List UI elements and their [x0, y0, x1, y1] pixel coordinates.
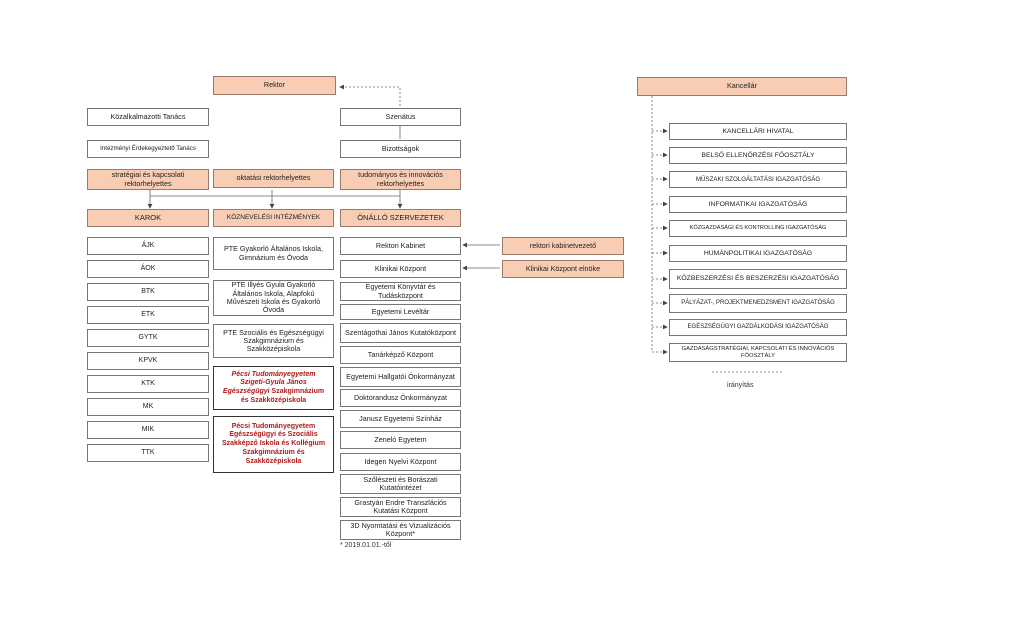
kancellar-unit-label: BELSŐ ELLENŐRZÉSI FŐOSZTÁLY: [701, 151, 815, 159]
onallo-label: Grastyán Endre Transzlációs Kutatási Központ: [354, 497, 447, 515]
onallo-item: [340, 367, 461, 387]
onallo-label: Tanárképző Központ: [367, 349, 434, 359]
kar-item: [87, 329, 209, 347]
onallo-label: Zeneló Egyetem: [374, 434, 427, 444]
kancellar-unit-label: KÖZGAZDASÁGI ÉS KONTROLLING IGAZGATÓSÁG: [689, 225, 827, 232]
koznevelesi-header-label: KÖZNEVELÉSI INTÉZMÉNYEK: [226, 214, 321, 222]
strategiai-label: stratégiai és kapcsolati rektorhelyettes: [111, 170, 185, 188]
legend-label: irányítás: [727, 382, 754, 389]
klinikai-elnok-label: Klinikai Központ elnöke: [525, 263, 601, 273]
kancellar-unit: [669, 147, 847, 164]
kar-item: [87, 375, 209, 393]
kar-label: ÁOK: [140, 264, 156, 272]
onallo-item: [340, 389, 461, 407]
onallo-item: [340, 497, 461, 517]
red-school-1: [213, 366, 334, 410]
kar-item: [87, 444, 209, 462]
kancellar-unit: [669, 123, 847, 140]
kancellar-unit-label: HUMÁNPOLITIKAI IGAZGATÓSÁG: [703, 249, 813, 257]
red-school-2-label: Pécsi Tudományegyetem Egészségügyi és Szociális Szakképző Iskola és Kollégium Szakgimnázium és Szakközépiskola: [221, 422, 326, 465]
kancellar-unit: [669, 269, 847, 289]
kancellar-unit: [669, 294, 847, 313]
klinikai-elnok-box: [502, 260, 624, 278]
rektor-box: [213, 76, 336, 95]
koznevelesi-header: [213, 209, 334, 227]
intezmenyi-tanacs: [87, 140, 209, 158]
red-school-2: [213, 416, 334, 473]
onallo-item: [340, 323, 461, 343]
kancellar-unit-label: MŰSZAKI SZOLGÁLTATÁSI IGAZGATÓSÁG: [695, 175, 821, 183]
red-school-1-line: Szigeti-Gyula János: [240, 379, 307, 387]
onallo-label: Rektori Kabinet: [375, 240, 426, 250]
red-school-1-italic: Egészségügyi: [222, 388, 270, 395]
onallo-label: Egyetemi Levéltár: [371, 306, 430, 316]
bizottsagok-label: Bizottságok: [381, 143, 420, 153]
tudomanyos-rektorhelyettes: [340, 169, 461, 190]
kar-item: [87, 421, 209, 439]
onallo-item: [340, 453, 461, 471]
kancellar-label: Kancellár: [727, 81, 757, 91]
tudomanyos-label: tudományos és innovációs rektorhelyettes: [358, 170, 443, 188]
oktatasi-label: oktatási rektorhelyettes: [236, 173, 311, 183]
intezmenyi-label: Intézményi Érdekegyeztető Tanács: [100, 145, 196, 153]
onallo-label: Egyetemi Hallgatói Önkormányzat: [346, 371, 455, 381]
onallo-header-label: ÖNÁLLÓ SZERVEZETEK: [357, 212, 444, 222]
rektori-kabinetvezeto-box: [502, 237, 624, 255]
kozalkalmazotti-label: Közalkalmazotti Tanács: [110, 111, 186, 121]
onallo-item: [340, 260, 461, 278]
onallo-item: [340, 520, 461, 540]
kar-item: [87, 306, 209, 324]
onallo-item: [340, 410, 461, 428]
red-school-1-line: Pécsi Tudományegyetem: [231, 370, 316, 378]
kancellar-unit-label: INFORMATIKAI IGAZGATÓSÁG: [708, 200, 808, 208]
onallo-label: Doktorandusz Önkormányzat: [353, 392, 448, 402]
kancellar-unit: [669, 319, 847, 336]
koznevelesi-item: [213, 280, 334, 316]
red-school-1-line: [223, 388, 324, 397]
kar-item: [87, 260, 209, 278]
kar-label: ETK: [141, 310, 155, 318]
onallo-label: 3D Nyomtatási és Vizualizációs Központ*: [350, 520, 451, 538]
onallo-item: [340, 474, 461, 494]
onallo-header: [340, 209, 461, 227]
kar-label: KTK: [141, 379, 155, 387]
onallo-label: Egyetemi Könyvtár és Tudásközpont: [365, 282, 436, 300]
kozalkalmazotti-tanacs: [87, 108, 209, 126]
red-school-1-line: és Szakközépiskola: [240, 396, 307, 404]
kar-label: MIK: [141, 425, 155, 433]
kancellar-unit-label: KANCELLÁRI HIVATAL: [722, 127, 794, 135]
onallo-label: Klinikai Központ: [374, 263, 427, 273]
kancellar-unit-label: PÁLYÁZAT-, PROJEKTMENEDZSMENT IGAZGATÓSÁG: [681, 300, 835, 307]
koznevelesi-label: PTE Szociális és Egészségügyi Szakgimnázium és Szakközépiskola: [223, 327, 324, 354]
rektori-kabinetvezeto-label: rektori kabinetvezető: [529, 240, 597, 250]
kancellar-unit: [669, 343, 847, 362]
onallo-item: [340, 237, 461, 255]
onallo-label: Idegen Nyelvi Központ: [364, 456, 437, 466]
koznevelesi-label: PTE Gyakorló Általános Iskola, Gimnázium és Óvoda: [223, 244, 324, 262]
szenatus-box: [340, 108, 461, 126]
kancellar-unit: [669, 220, 847, 237]
kancellar-unit-label: KÖZBESZERZÉSI ÉS BESZERZÉSI IGAZGATÓSÁG: [676, 275, 840, 283]
kar-label: ÁJK: [141, 241, 155, 249]
onallo-item: [340, 346, 461, 364]
kar-item: [87, 237, 209, 255]
kar-item: [87, 398, 209, 416]
karok-header: [87, 209, 209, 227]
kar-label: BTK: [141, 287, 155, 295]
koznevelesi-label: PTE Illyés Gyula Gyakorló Általános Iskola, Alapfokú Művészeti Iskola és Gyakorló Óvoda: [226, 280, 321, 315]
kar-item: [87, 352, 209, 370]
koznevelesi-item: [213, 324, 334, 358]
koznevelesi-item: [213, 237, 334, 270]
onallo-label: Szentágothai János Kutatóközpont: [344, 327, 457, 337]
footnote: * 2019.01.01.-től: [340, 542, 392, 549]
onallo-label: Szőlészeti és Borászati Kutatóintézet: [363, 474, 438, 492]
bizottsagok-box: [340, 140, 461, 158]
onallo-label: Janusz Egyetemi Színház: [359, 413, 442, 423]
kar-label: TTK: [141, 448, 155, 456]
red-school-1-text: [223, 371, 324, 406]
karok-header-label: KAROK: [134, 212, 162, 222]
kar-label: KPVK: [138, 356, 158, 364]
szenatus-label: Szenátus: [385, 111, 416, 121]
onallo-item: [340, 431, 461, 449]
kar-item: [87, 283, 209, 301]
red-school-1-normal: Szakgimnázium: [269, 388, 325, 395]
oktatasi-rektorhelyettes: [213, 169, 334, 188]
kar-label: MK: [142, 402, 154, 410]
strategiai-rektorhelyettes: [87, 169, 209, 190]
kancellar-unit: [669, 196, 847, 213]
kancellar-unit-label: EGÉSZSÉGÜGYI GAZDÁLKODÁSI IGAZGATÓSÁG: [687, 324, 829, 331]
kancellar-unit: [669, 245, 847, 262]
kancellar-box: [637, 77, 847, 96]
rektor-label: Rektor: [263, 80, 286, 90]
onallo-item: [340, 304, 461, 320]
kar-label: GYTK: [138, 333, 158, 341]
kancellar-unit: [669, 171, 847, 188]
kancellar-unit-label: GAZDASÁGSTRATÉGIAI, KAPCSOLATI ÉS INNOVÁCIÓS FŐOSZTÁLY: [681, 345, 835, 359]
onallo-item: [340, 282, 461, 301]
